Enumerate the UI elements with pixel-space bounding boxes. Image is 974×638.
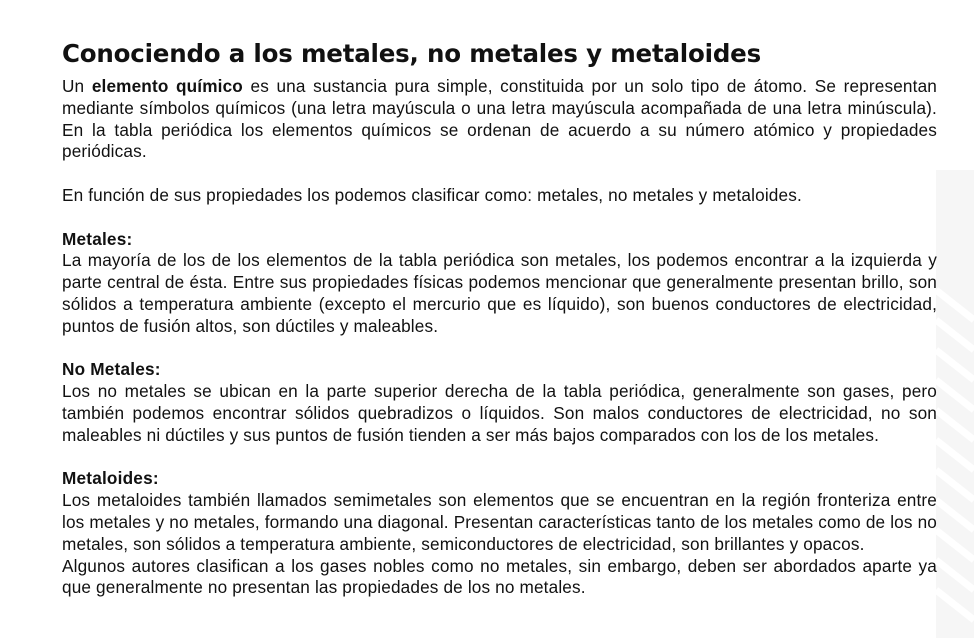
decorative-side-stripe [936, 170, 974, 638]
section-heading: No Metales: [62, 359, 161, 380]
section-metaloides [62, 468, 937, 599]
spacer [62, 163, 937, 185]
spacer [62, 338, 937, 360]
page-title: Conociendo a los metales, no metales y metaloides [62, 39, 761, 68]
spacer [62, 207, 937, 229]
section-paragraph: Los no metales se ubican en la parte superior derecha de la tabla periódica, generalmente son gases, pero también podemos encontrar sólidos quebradizos o líquidos. Son malos conductores de electricidad, no son maleables ni dúctiles y sus puntos de fusión tienden a ser más bajos comparados con los de los metales. [62, 381, 937, 445]
section-paragraph: Algunos autores clasifican a los gases nobles como no metales, sin embargo, deben ser abordados aparte ya que generalmente no presentan las propiedades de los no metales. [62, 555, 937, 598]
intro-prefix: Un [62, 76, 92, 96]
section-paragraph: Los metaloides también llamados semimetales son elementos que se encuentran en la región fronteriza entre los metales y no metales, formando una diagonal. Presentan características tanto de los metales como de los no metales, son sólidos a temperatura ambiente, semiconductores de electricidad, son brillantes y opacos. [62, 490, 937, 554]
document-page [62, 38, 937, 599]
section-paragraph: La mayoría de los de los elementos de la tabla periódica son metales, los podemos encontrar a la izquierda y parte central de ésta. Entre sus propiedades físicas podemos mencionar que generalmente presentan brillo, son sólidos a temperatura ambiente (excepto el mercurio que es líquido), son buenos conductores de electricidad, puntos de fusión altos, son dúctiles y maleables. [62, 250, 937, 336]
intro-term: elemento químico [91, 76, 243, 96]
chevron-pattern-icon [936, 170, 974, 638]
section-heading: Metaloides: [62, 468, 159, 489]
intro-rest: es una sustancia pura simple, constituida por un solo tipo de átomo. Se representan mediante símbolos químicos (una letra mayúscula o una letra mayúscula acompañada de una letra minúscula). En la tabla periódica los elementos químicos se ordenan de acuerdo a su número atómico y propiedades periódicas. [62, 76, 937, 162]
intro-paragraph [62, 76, 937, 163]
section-heading: Metales: [62, 228, 133, 249]
section-no-metales [62, 359, 937, 446]
section-metales [62, 229, 937, 338]
classification-paragraph: En función de sus propiedades los podemos clasificar como: metales, no metales y metaloides. [62, 184, 802, 205]
spacer [62, 447, 937, 469]
